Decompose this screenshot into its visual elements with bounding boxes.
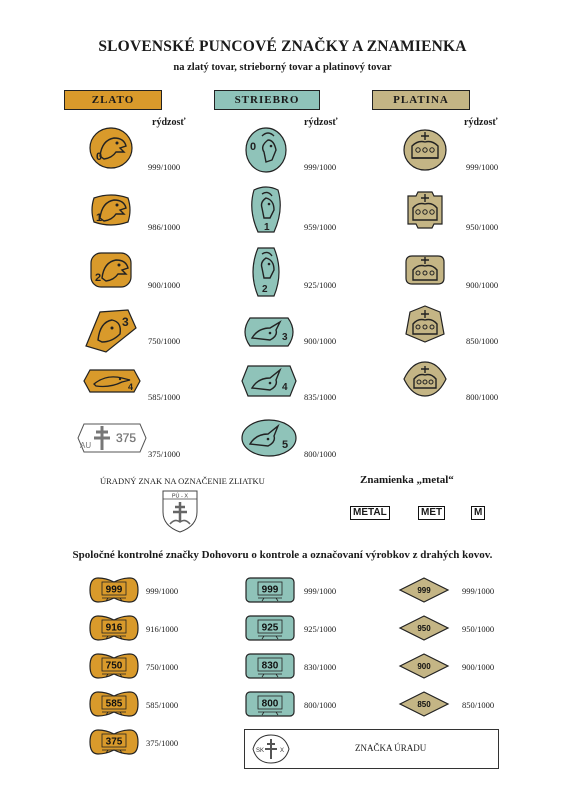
svg-text:3: 3 <box>122 315 129 329</box>
lion-head-icon <box>82 306 140 356</box>
office-mark-box <box>244 729 499 769</box>
convention-platinum-value: 900/1000 <box>462 662 495 672</box>
platinum-mark-900 <box>402 252 448 288</box>
svg-text:3: 3 <box>282 332 288 343</box>
silver-fineness-header: rýdzosť <box>304 117 338 128</box>
convention-silver-mark <box>244 576 296 604</box>
svg-text:0: 0 <box>250 141 257 153</box>
svg-text:0: 0 <box>96 151 103 163</box>
gold-value: 585/1000 <box>148 392 181 402</box>
gold-mark-900 <box>88 250 134 290</box>
svg-text:4: 4 <box>282 382 288 393</box>
balance-scale-icon <box>244 614 296 642</box>
double-cross-icon <box>76 420 148 456</box>
platinum-mark-950 <box>402 188 448 232</box>
gold-mark-585 <box>82 366 142 396</box>
gold-value: 986/1000 <box>148 222 181 232</box>
silver-value: 959/1000 <box>304 222 337 232</box>
convention-silver-value: 999/1000 <box>304 586 337 596</box>
metal-title: Znamienka „metal“ <box>360 474 454 486</box>
silver-mark-959 <box>244 184 288 236</box>
balance-scale-icon <box>88 728 140 756</box>
convention-mark-number: 925 <box>261 622 279 634</box>
eagle-head-icon <box>88 250 134 290</box>
platinum-value: 800/1000 <box>466 392 499 402</box>
bird-head-icon <box>82 366 142 396</box>
svg-text:1: 1 <box>96 212 103 224</box>
svg-text:PÚ - X: PÚ - X <box>171 493 189 500</box>
crown-icon <box>402 252 448 288</box>
gold-value: 900/1000 <box>148 280 181 290</box>
svg-text:X: X <box>280 748 285 754</box>
eagle-head-icon <box>88 126 134 170</box>
convention-title: Spoločné kontrolné značky Dohovoru o kontrole a označovaní výrobkov z drahých kovov. <box>72 549 493 561</box>
platinum-value: 950/1000 <box>466 222 499 232</box>
convention-platinum-value: 850/1000 <box>462 700 495 710</box>
crown-icon <box>400 360 450 398</box>
silver-mark-900 <box>240 314 298 350</box>
banner-platinum: PLATINA <box>372 90 470 110</box>
convention-silver-value: 925/1000 <box>304 624 337 634</box>
gold-mark-999 <box>88 126 134 170</box>
convention-gold-value: 375/1000 <box>146 738 179 748</box>
hare-head-icon <box>240 418 298 458</box>
office-mark-icon <box>251 733 291 765</box>
goat-head-icon <box>244 184 288 236</box>
metal-box-metal: METAL <box>350 506 390 520</box>
platinum-mark-999 <box>402 128 448 172</box>
silver-mark-800 <box>240 418 298 458</box>
platinum-mark-850 <box>402 304 448 344</box>
convention-platinum-value: 950/1000 <box>462 624 495 634</box>
convention-mark-number: 999 <box>417 586 431 595</box>
eagle-head-icon <box>88 190 134 230</box>
balance-scale-icon <box>244 652 296 680</box>
convention-mark-number: 950 <box>417 624 431 633</box>
convention-platinum-mark <box>398 614 450 642</box>
shield-icon <box>160 488 200 534</box>
platinum-value: 850/1000 <box>466 336 499 346</box>
convention-mark-number: 585 <box>105 698 123 710</box>
balance-scale-icon <box>398 614 450 642</box>
svg-text:AU: AU <box>80 441 92 450</box>
convention-platinum-mark <box>398 576 450 604</box>
svg-text:SK: SK <box>256 748 265 754</box>
convention-mark-number: 375 <box>105 736 123 748</box>
convention-gold-mark <box>88 576 140 604</box>
svg-text:5: 5 <box>282 439 289 451</box>
convention-gold-mark <box>88 728 140 756</box>
convention-platinum-value: 999/1000 <box>462 586 495 596</box>
convention-silver-mark <box>244 690 296 718</box>
crown-icon <box>402 128 448 172</box>
convention-gold-value: 750/1000 <box>146 662 179 672</box>
platinum-value: 999/1000 <box>466 162 499 172</box>
balance-scale-icon <box>88 614 140 642</box>
goat-head-icon <box>244 126 288 174</box>
convention-platinum-mark <box>398 690 450 718</box>
convention-silver-mark <box>244 652 296 680</box>
platinum-fineness-header: rýdzosť <box>464 117 498 128</box>
bullion-shield <box>160 488 200 534</box>
convention-mark-number: 830 <box>261 660 279 672</box>
gold-mark-750 <box>82 306 140 356</box>
gold-value: 750/1000 <box>148 336 181 346</box>
balance-scale-icon <box>88 652 140 680</box>
crown-icon <box>402 304 448 344</box>
convention-gold-mark <box>88 652 140 680</box>
silver-mark-835 <box>240 362 298 400</box>
office-mark-label: ZNAČKA ÚRADU <box>355 743 427 753</box>
silver-value: 835/1000 <box>304 392 337 402</box>
convention-mark-number: 900 <box>417 662 431 671</box>
silver-value: 800/1000 <box>304 449 337 459</box>
metal-box-m: M <box>471 506 485 520</box>
page-subtitle: na zlatý tovar, strieborný tovar a platinový tovar <box>173 62 392 73</box>
balance-scale-icon <box>244 576 296 604</box>
convention-mark-number: 800 <box>261 698 279 710</box>
platinum-mark-800 <box>400 360 450 398</box>
convention-mark-number: 850 <box>417 700 431 709</box>
convention-gold-value: 916/1000 <box>146 624 179 634</box>
hare-head-icon <box>240 362 298 400</box>
platinum-value: 900/1000 <box>466 280 499 290</box>
metal-box-met: MET <box>418 506 445 520</box>
page-title: SLOVENSKÉ PUNCOVÉ ZNAČKY A ZNAMIENKA <box>98 38 467 55</box>
svg-text:1: 1 <box>264 222 270 233</box>
svg-text:2: 2 <box>262 284 268 295</box>
balance-scale-icon <box>398 652 450 680</box>
goat-head-icon <box>246 244 286 300</box>
convention-gold-mark <box>88 690 140 718</box>
gold-mark-986 <box>88 190 134 230</box>
convention-gold-value: 585/1000 <box>146 700 179 710</box>
banner-gold: ZLATO <box>64 90 162 110</box>
gold-mark-375 <box>76 420 148 456</box>
silver-mark-925 <box>246 244 286 300</box>
convention-gold-mark <box>88 614 140 642</box>
silver-value: 900/1000 <box>304 336 337 346</box>
svg-text:2: 2 <box>95 272 102 284</box>
silver-mark-999 <box>244 126 288 174</box>
svg-text:375: 375 <box>116 431 137 445</box>
balance-scale-icon <box>398 576 450 604</box>
balance-scale-icon <box>398 690 450 718</box>
bullion-caption: ÚRADNÝ ZNAK NA OZNAČENIE ZLIATKU <box>100 476 265 486</box>
hare-head-icon <box>240 314 298 350</box>
convention-mark-number: 999 <box>261 584 279 596</box>
gold-fineness-header: rýdzosť <box>152 117 186 128</box>
gold-value: 375/1000 <box>148 449 181 459</box>
balance-scale-icon <box>244 690 296 718</box>
svg-text:4: 4 <box>128 382 134 392</box>
convention-mark-number: 999 <box>105 584 123 596</box>
convention-mark-number: 750 <box>105 660 123 672</box>
convention-silver-mark <box>244 614 296 642</box>
convention-mark-number: 916 <box>105 622 123 634</box>
crown-icon <box>402 188 448 232</box>
silver-value: 925/1000 <box>304 280 337 290</box>
convention-platinum-mark <box>398 652 450 680</box>
convention-silver-value: 830/1000 <box>304 662 337 672</box>
balance-scale-icon <box>88 690 140 718</box>
silver-value: 999/1000 <box>304 162 337 172</box>
banner-silver: STRIEBRO <box>214 90 320 110</box>
balance-scale-icon <box>88 576 140 604</box>
convention-silver-value: 800/1000 <box>304 700 337 710</box>
convention-gold-value: 999/1000 <box>146 586 179 596</box>
gold-value: 999/1000 <box>148 162 181 172</box>
